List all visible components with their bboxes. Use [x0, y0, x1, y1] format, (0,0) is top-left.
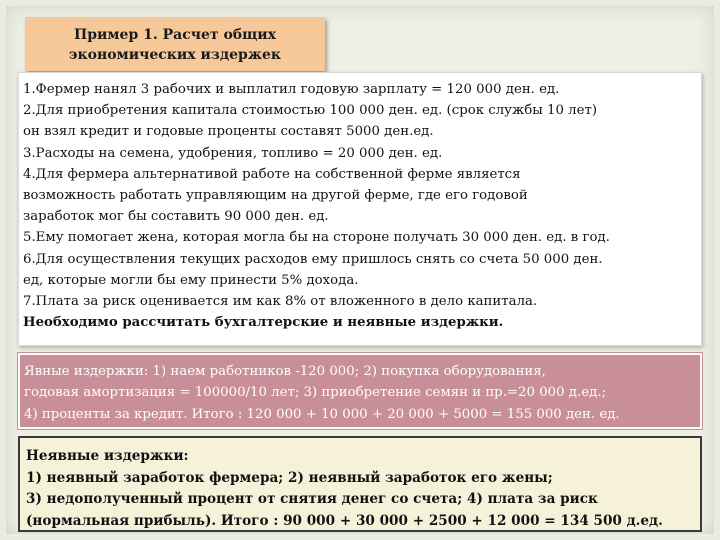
condition-line: 7.Плата за риск оценивается им как 8% от вложенного в дело капитала.	[23, 294, 538, 310]
condition-line: 1.Фермер нанял 3 рабочих и выплатил годовую зарплату = 120 000 ден. ед.	[23, 82, 560, 97]
task-statement: Необходимо рассчитать бухгалтерские и неявные издержки.	[23, 315, 504, 331]
explicit-costs-line: Явные издержки: 1) наем работников -120 000; 2) покупка оборудования,	[24, 364, 546, 379]
explicit-costs-line: 4) проценты за кредит. Итого : 120 000 + 10 000 + 20 000 + 5000 = 155 000 ден. ед.	[24, 406, 620, 422]
implicit-costs-line: 1) неявный заработок фермера; 2) неявный заработок его жены;	[26, 469, 553, 486]
title-line-1: Пример 1. Расчет общих	[74, 27, 276, 43]
explicit-costs-panel	[18, 353, 702, 429]
condition-line: возможность работать управляющим на другой ферме, где его годовой	[23, 188, 528, 204]
condition-line: 4.Для фермера альтернативой работе на собственной ферме является	[23, 166, 521, 182]
explicit-costs-line: годовая амортизация = 100000/10 лет; 3) приобретение семян и пр.=20 000 д.ед.;	[24, 385, 606, 401]
implicit-costs-heading: Неявные издержки:	[26, 448, 189, 464]
example-title	[25, 17, 325, 71]
implicit-costs-panel	[18, 436, 702, 532]
condition-line: 2.Для приобретения капитала стоимостью 100 000 ден. ед. (срок службы 10 лет)	[23, 103, 598, 119]
condition-line: ед, которые могли бы ему принести 5% дохода.	[23, 272, 359, 288]
condition-line: 3.Расходы на семена, удобрения, топливо = 20 000 ден. ед.	[23, 145, 443, 161]
implicit-costs-line: (нормальная прибыль). Итого : 90 000 + 30 000 + 2500 + 12 000 = 134 500 д.ед.	[26, 512, 663, 529]
condition-line: 5.Ему помогает жена, которая могла бы на стороне получать 30 000 ден. ед. в год.	[23, 230, 610, 246]
implicit-costs-line: 3) недополученный процент от снятия денег со счета; 4) плата за риск	[26, 491, 598, 507]
title-line-2: экономических издержек	[69, 47, 281, 63]
condition-line: он взял кредит и годовые проценты составят 5000 ден.ед.	[23, 124, 434, 140]
conditions-panel	[18, 72, 702, 346]
condition-line: заработок мог бы составить 90 000 ден. ед.	[23, 209, 329, 225]
condition-line: 6.Для осуществления текущих расходов ему пришлось снять со счета 50 000 ден.	[23, 251, 603, 267]
